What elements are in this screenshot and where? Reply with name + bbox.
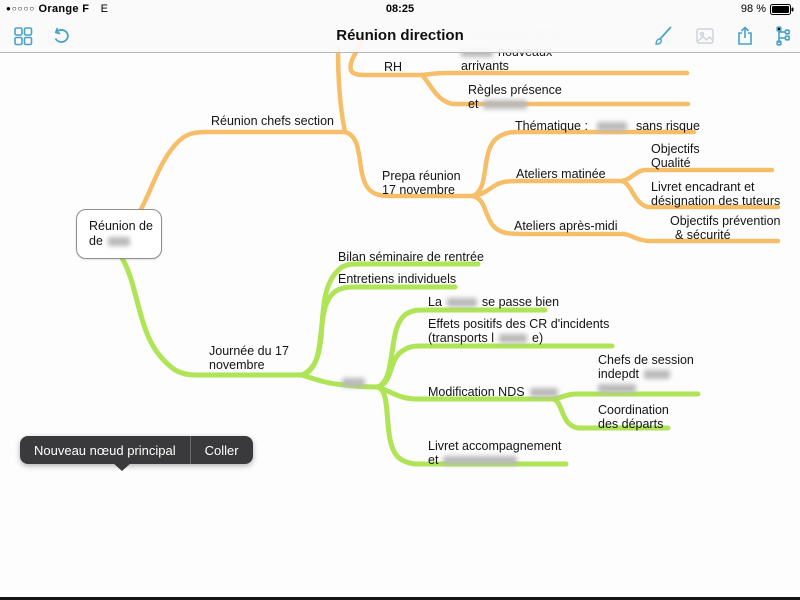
redacted-text (443, 456, 517, 465)
context-menu-pointer (113, 463, 131, 471)
share-icon[interactable] (734, 25, 756, 47)
node-regles-presence[interactable] (468, 83, 562, 111)
node-line: Prepa réunion (382, 169, 461, 183)
node-line (428, 331, 609, 345)
node-coordination-departs[interactable] (598, 403, 669, 431)
node-line: des départs (598, 417, 664, 431)
redacted-text (499, 334, 527, 343)
node-text: indepdt (598, 367, 640, 381)
context-menu (20, 436, 253, 464)
redacted-node[interactable] (342, 378, 365, 387)
node-prepa-reunion[interactable] (382, 169, 461, 197)
node-line: Objectifs (651, 142, 700, 156)
root-node-line2 (89, 234, 161, 249)
node-line: Journée du 17 (209, 344, 289, 358)
node-line (428, 453, 561, 467)
branch-ateliers-matinee (473, 181, 622, 196)
redacted-text (108, 237, 130, 246)
node-modification-nds[interactable] (428, 385, 563, 399)
branch-nouveaux-arrivants (422, 73, 687, 75)
branch-to-sub-junction (302, 375, 378, 387)
node-text: et (468, 97, 479, 111)
node-bilan-seminaire[interactable]: Bilan séminaire de rentrée (338, 250, 484, 264)
node-objectifs-prevention[interactable] (670, 214, 780, 242)
node-ateliers-matinee[interactable]: Ateliers matinée (516, 167, 606, 181)
redacted-text (483, 100, 527, 109)
brush-style-icon[interactable] (652, 25, 674, 47)
node-line: Objectifs prévention (670, 214, 781, 228)
status-right (741, 3, 794, 15)
redacted-text (530, 388, 558, 397)
battery-percent-label: 98 % (740, 3, 766, 15)
node-line: désignation des tuteurs (651, 194, 781, 208)
node-text: La (428, 295, 442, 309)
node-line: Coordination (598, 403, 669, 417)
carrier-label: Orange F (38, 3, 90, 15)
node-line: & sécurité (675, 228, 731, 242)
node-text: (transports l (428, 331, 494, 345)
clock: 08:25 (385, 3, 415, 15)
toolbar (0, 20, 800, 53)
node-line: 17 novembre (382, 183, 455, 197)
node-line: arrivants (461, 59, 509, 73)
new-main-node-button[interactable]: Nouveau nœud principal (34, 442, 176, 458)
paste-button[interactable]: Coller (204, 442, 239, 458)
battery-icon (770, 4, 794, 15)
branch-up-stub (338, 48, 345, 132)
node-line: Chefs de session (598, 353, 694, 367)
node-la-se-passe-bien[interactable] (428, 295, 559, 309)
branch-root-chefs-section (140, 132, 345, 211)
node-objectifs-qualite[interactable] (651, 142, 700, 170)
node-entretiens-individuels[interactable]: Entretiens individuels (338, 272, 457, 286)
node-livret-accompagnement[interactable] (428, 439, 561, 467)
node-line: Effets positifs des CR d'incidents (428, 317, 610, 331)
node-line (468, 97, 562, 111)
document-title: Réunion direction (336, 27, 464, 44)
node-line: Règles présence (468, 83, 562, 97)
node-effets-positifs[interactable] (428, 317, 609, 345)
image-icon (694, 25, 716, 47)
node-line: Livret accompagnement (428, 439, 562, 453)
redacted-text (598, 384, 636, 393)
root-node-line1: Réunion de (89, 219, 153, 233)
root-node-line2-text: de (89, 234, 103, 248)
node-livret-encadrant[interactable] (651, 180, 780, 208)
node-line: Livret encadrant et (651, 180, 755, 194)
node-line (598, 381, 694, 395)
signal-strength-icon: ●○○○○ (6, 4, 36, 13)
network-type-label: E (100, 3, 109, 15)
layout-tree-icon[interactable] (772, 25, 794, 47)
node-text: Thématique : (515, 119, 588, 133)
node-line: Qualité (651, 156, 691, 170)
node-reunion-chefs-section[interactable]: Réunion chefs section (211, 114, 334, 128)
node-thematique[interactable] (515, 119, 700, 133)
node-chefs-de-session[interactable] (598, 353, 694, 395)
node-line (598, 367, 694, 381)
redacted-text (644, 370, 670, 379)
branch-effets-positifs (378, 346, 612, 387)
node-ateliers-apres-midi[interactable]: Ateliers après-midi (514, 219, 618, 233)
node-journee-17-novembre[interactable] (209, 344, 289, 372)
node-text: se passe bien (481, 295, 560, 309)
redacted-text (597, 122, 627, 131)
node-text: sans risque (635, 119, 700, 133)
node-line: novembre (209, 358, 265, 372)
node-text: Modification NDS (428, 385, 525, 399)
node-text: e) (532, 331, 544, 345)
node-text: et (428, 453, 439, 467)
redacted-text (447, 298, 477, 307)
root-node-reunion[interactable] (76, 209, 162, 259)
status-bar (0, 0, 800, 20)
node-rh[interactable]: RH (384, 60, 403, 74)
